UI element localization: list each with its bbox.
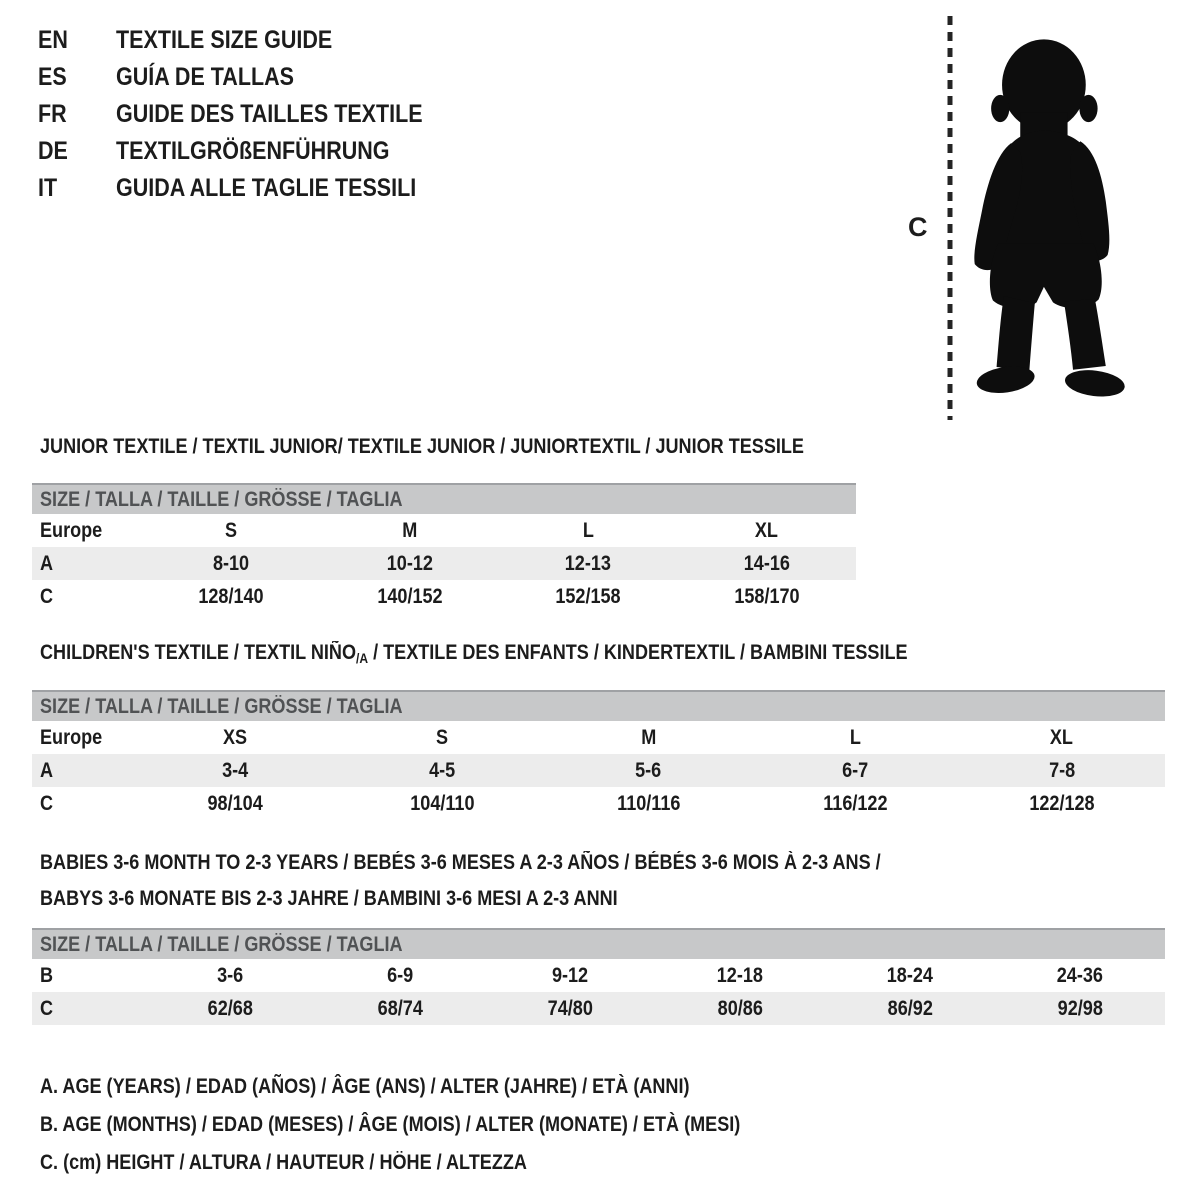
- height-value: 86/92: [887, 996, 933, 1020]
- babies-months-row: [32, 959, 1165, 992]
- age-value: 6-7: [842, 758, 869, 782]
- babies-section-title: [40, 845, 1018, 917]
- age-value: 5-6: [635, 758, 662, 782]
- size-bar-label: SIZE / TALLA / TAILLE / GRÖSSE / TAGLIA: [40, 932, 403, 956]
- guide-title-it: GUIDA ALLE TAGLIE TESSILI: [116, 174, 417, 202]
- months-value: 12-18: [716, 963, 764, 987]
- children-height-row: [32, 787, 1165, 820]
- junior-height-row: [32, 580, 856, 613]
- guide-title-de: TEXTILGRÖßENFÜHRUNG: [116, 137, 390, 165]
- region-label: Europe: [40, 518, 103, 542]
- toddler-silhouette-icon: [962, 12, 1144, 423]
- height-value: 116/122: [822, 791, 888, 815]
- size-col-header: M: [640, 725, 657, 749]
- language-code: EN: [38, 26, 68, 54]
- size-bar-label: SIZE / TALLA / TAILLE / GRÖSSE / TAGLIA: [40, 694, 403, 718]
- age-value: 8-10: [213, 551, 250, 575]
- babies-title-line2: BABYS 3-6 MONATE BIS 2-3 JAHRE / BAMBINI 3-6 MESI A 2-3 ANNI: [40, 887, 618, 910]
- children-age-row: [32, 754, 1165, 787]
- language-title-list: [38, 22, 473, 207]
- babies-size-bar: [32, 928, 1165, 959]
- height-value: 92/98: [1057, 996, 1103, 1020]
- size-bar-label: SIZE / TALLA / TAILLE / GRÖSSE / TAGLIA: [40, 487, 403, 511]
- size-col-header: XL: [1050, 725, 1074, 749]
- months-value: 3-6: [216, 963, 244, 987]
- children-size-table: [32, 690, 1165, 820]
- legend-height-cm: C. (cm) HEIGHT / ALTURA / HAUTEUR / HÖHE / ALTEZZA: [40, 1151, 527, 1174]
- measurement-legend: [40, 1068, 854, 1182]
- height-value: 158/170: [734, 584, 800, 608]
- language-row-de: [38, 133, 473, 170]
- language-code: IT: [38, 174, 58, 202]
- age-value: 4-5: [428, 758, 455, 782]
- junior-size-bar: [32, 483, 856, 514]
- months-value: 18-24: [886, 963, 934, 987]
- size-col-header: S: [225, 518, 238, 542]
- language-code: FR: [38, 100, 67, 128]
- babies-title-line1: BABIES 3-6 MONTH TO 2-3 YEARS / BEBÉS 3-6 MESES A 2-3 AÑOS / BÉBÉS 3-6 MOIS À 2-3 ANS /: [40, 851, 881, 874]
- height-value: 74/80: [547, 996, 593, 1020]
- row-label: C: [40, 791, 54, 815]
- months-value: 6-9: [386, 963, 414, 987]
- height-value: 98/104: [207, 791, 263, 815]
- junior-section-title: JUNIOR TEXTILE / TEXTIL JUNIOR/ TEXTILE JUNIOR / JUNIORTEXTIL / JUNIOR TESSILE: [40, 435, 804, 458]
- age-value: 14-16: [743, 551, 790, 575]
- legend-age-years: A. AGE (YEARS) / EDAD (AÑOS) / ÂGE (ANS) / ALTER (JAHRE) / ETÀ (ANNI): [40, 1075, 690, 1098]
- size-col-header: XL: [755, 518, 779, 542]
- height-value: 122/128: [1029, 791, 1095, 815]
- row-label: B: [40, 963, 54, 987]
- children-size-bar: [32, 690, 1165, 721]
- height-value: 110/116: [616, 791, 681, 815]
- row-label: A: [40, 551, 54, 575]
- language-code: ES: [38, 63, 67, 91]
- language-row-fr: [38, 96, 473, 133]
- height-measure-dashed-line: [946, 16, 954, 425]
- size-col-header: XS: [223, 725, 248, 749]
- language-row-it: [38, 170, 473, 207]
- junior-header-row: [32, 514, 856, 547]
- region-label: Europe: [40, 725, 103, 749]
- babies-size-table: [32, 928, 1165, 1025]
- nino-a-subscript: /A: [356, 650, 369, 666]
- height-value: 104/110: [409, 791, 475, 815]
- junior-age-row: [32, 547, 856, 580]
- language-row-en: [38, 22, 473, 59]
- babies-height-row: [32, 992, 1165, 1025]
- height-value: 128/140: [198, 584, 264, 608]
- size-col-header: L: [849, 725, 861, 749]
- junior-size-table: [32, 483, 856, 613]
- height-value: 68/74: [377, 996, 423, 1020]
- height-value: 152/158: [555, 584, 621, 608]
- language-row-es: [38, 59, 473, 96]
- guide-title-es: GUÍA DE TALLAS: [116, 63, 294, 91]
- height-value: 140/152: [377, 584, 443, 608]
- language-code: DE: [38, 137, 68, 165]
- row-label: C: [40, 584, 54, 608]
- guide-title-en: TEXTILE SIZE GUIDE: [116, 26, 333, 54]
- row-label: C: [40, 996, 54, 1020]
- age-value: 7-8: [1048, 758, 1075, 782]
- row-label: A: [40, 758, 54, 782]
- age-value: 12-13: [565, 551, 612, 575]
- height-value: 80/86: [717, 996, 763, 1020]
- legend-age-months: B. AGE (MONTHS) / EDAD (MESES) / ÂGE (MOIS) / ALTER (MONATE) / ETÀ (MESI): [40, 1113, 741, 1136]
- guide-title-fr: GUIDE DES TAILLES TEXTILE: [116, 100, 423, 128]
- children-section-title: CHILDREN'S TEXTILE / TEXTIL NIÑO/A / TEXTILE DES ENFANTS / KINDERTEXTIL / BAMBINI TESSILE: [40, 641, 908, 666]
- months-value: 24-36: [1056, 963, 1104, 987]
- size-col-header: M: [402, 518, 418, 542]
- height-measure-label: C: [908, 212, 928, 242]
- age-value: 10-12: [386, 551, 433, 575]
- months-value: 9-12: [551, 963, 589, 987]
- size-col-header: S: [435, 725, 448, 749]
- height-value: 62/68: [207, 996, 253, 1020]
- size-col-header: L: [582, 518, 594, 542]
- age-value: 3-4: [222, 758, 249, 782]
- children-header-row: [32, 721, 1165, 754]
